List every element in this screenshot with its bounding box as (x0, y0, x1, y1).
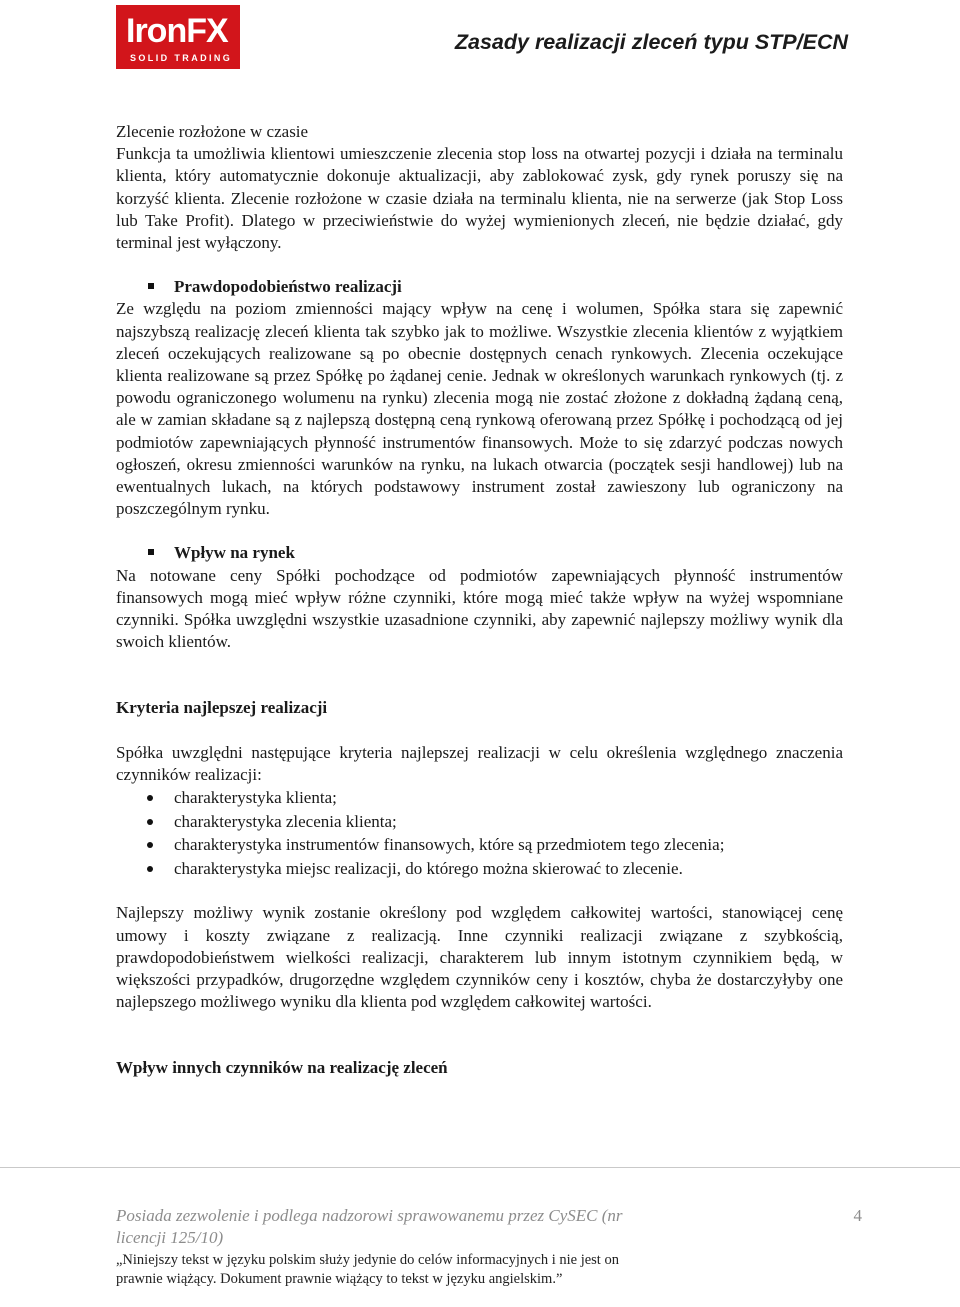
list-item (116, 857, 843, 881)
logo-tagline: SOLID TRADING (130, 53, 233, 63)
section-text-distributed-order: Funkcja ta umożliwia klientowi umieszczenie zlecenia stop loss na otwartej pozycji i działa na terminalu klienta, który automatycznie dokonuje aktualizacji, aby zablokować zysk, gdy rynek poruszy się na korzyść klienta. Zlecenie rozłożone w czasie działa na terminalu klienta, nie na serwerze (jak Stop Loss lub Take Profit). Dlatego w przeciwieństwie do wyżej wymienionych zleceń, nie będzie działać, gdy terminal jest wyłączony. (116, 144, 843, 253)
footer-divider (0, 1167, 960, 1168)
logo-wordmark: IronFX (126, 12, 228, 50)
section-heading-criteria: Kryteria najlepszej realizacji (116, 698, 328, 718)
square-bullet-icon (148, 283, 154, 289)
section-text-probability: Ze względu na poziom zmienności mający wpływ na cenę i wolumen, Spółka stara się zapewnić najszybszą realizację zleceń klienta tak szybko jak to możliwe. Wszystkie zlecenia klientów z wyjątkiem zleceń oczekujących realizowane są po obecnie dostępnych cenach rynkowych. Zlecenia oczekujące klienta realizowane są przez Spółkę po żądanej cenie. Jednak w określonych warunkach rynkowych (tj. z powodu ograniczonego wolumenu na rynku) zlecenia mogą nie zostać złożone z dokładną żądaną ceną, ale w zamian składane są z najlepszą dostępną ceną rynkową oferowaną przez Spółkę i pochodzącą od jej podmiotów zapewniających płynność instrumentów finansowych. Może to się zdarzyć podczas nowych ogłoszeń, okresu zmienności warunków na rynku, na lukach otwarcia (początek sesji handlowej) lub na ewentualnych lukach, na których podstawowy instrument został zawieszony lub ograniczony na poszczególnym rynku. (116, 299, 843, 519)
bullet-icon (147, 866, 153, 872)
bullet-icon (147, 795, 153, 801)
list-item-text: charakterystyka zlecenia klienta; (174, 811, 397, 831)
document-title: Zasady realizacji zleceń typu STP/ECN (454, 30, 848, 54)
list-item (116, 833, 843, 857)
section-text-market-impact: Na notowane ceny Spółki pochodzące od podmiotów zapewniających płynność instrumentów finansowych mogą mieć wpływ różne czynniki, które mogą mieć także wpływ na wyżej wspomniane czynniki. Spółka uwzględni wszystkie uzasadnione czynniki, aby zapewnić najlepszy możliwy wynik dla swoich klientów. (116, 565, 843, 652)
page-number: 4 (853, 1206, 862, 1225)
bullet-icon (147, 842, 153, 848)
section-intro-criteria: Spółka uwzględni następujące kryteria najlepszej realizacji w celu określenia względnego znaczenia czynników realizacji: (116, 742, 843, 784)
ironfx-logo (116, 5, 240, 69)
list-item (116, 810, 843, 834)
list-item-text: charakterystyka klienta; (174, 788, 337, 808)
section-heading-distributed-order: Zlecenie rozłożone w czasie (116, 122, 309, 141)
section-heading-probability (116, 276, 843, 298)
document-body (116, 121, 843, 1080)
section-heading-probability-label: Prawdopodobieństwo realizacji (174, 277, 402, 297)
section-heading-market-impact-label: Wpływ na rynek (174, 543, 295, 563)
footer-disclaimer: „Niniejszy tekst w języku polskim służy jedynie do celów informacyjnych i nie jest on prawnie wiążący. Dokument prawnie wiążący to tekst w języku angielskim.” (116, 1252, 619, 1287)
list-item-text: charakterystyka instrumentów finansowych, które są przedmiotem tego zlecenia; (174, 835, 725, 855)
bullet-icon (147, 819, 153, 825)
square-bullet-icon (148, 549, 154, 555)
section-heading-other-factors: Wpływ innych czynników na realizację zleceń (116, 1058, 448, 1078)
footer-regulation-note: Posiada zezwolenie i podlega nadzorowi sprawowanemu przez CySEC (nr licencji 125/10) (116, 1206, 623, 1247)
list-item-text: charakterystyka miejsc realizacji, do którego można skierować to zlecenie. (174, 858, 683, 878)
section-heading-market-impact (116, 542, 843, 564)
criteria-list (116, 786, 843, 880)
section-conclusion-criteria: Najlepszy możliwy wynik zostanie określony pod względem całkowitej wartości, stanowiącej cenę umowy i koszty związane z realizacją. Inne czynniki realizacji związane z szybkością, prawdopodobieństwem wielkości realizacji, charakterem lub innym istotnym czynnikiem będą, w większości przypadków, drugorzędne względem czynników ceny i kosztów, chyba że dostarczyłyby one najlepszego możliwego wyniku dla klienta pod względem całkowitej wartości. (116, 903, 843, 1012)
list-item (116, 786, 843, 810)
